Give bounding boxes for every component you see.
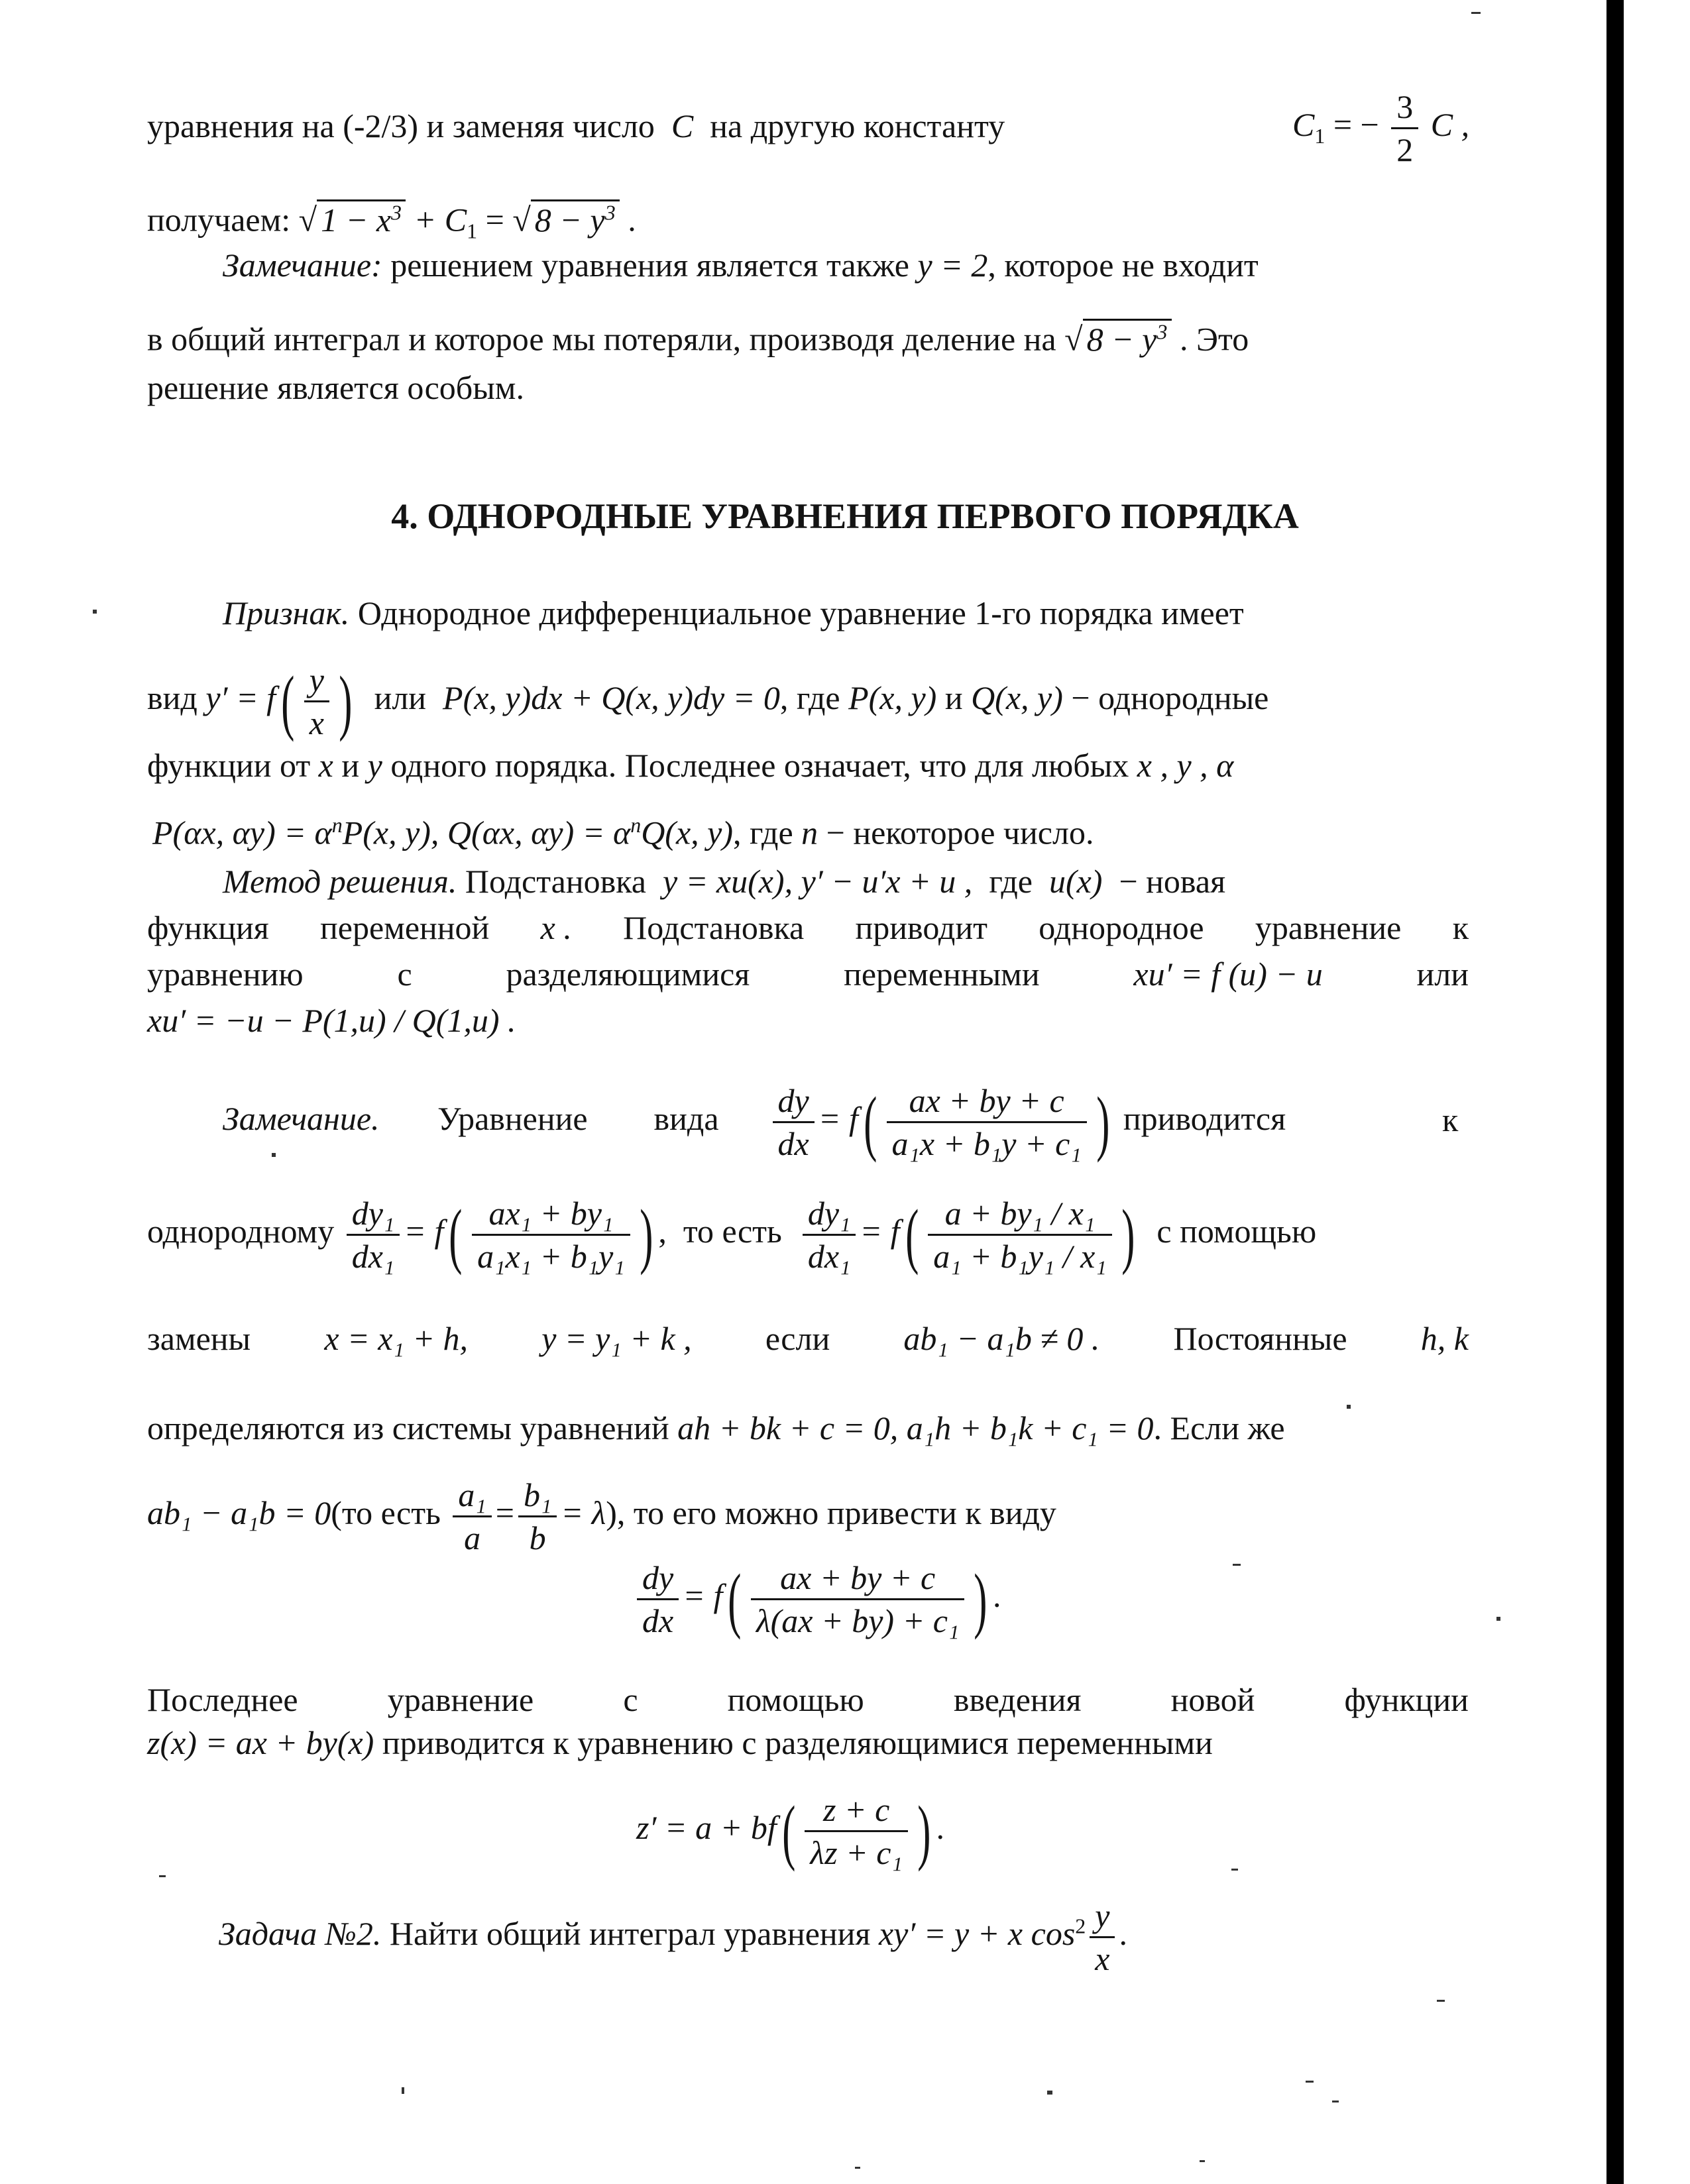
task-line [219, 1895, 1127, 1979]
r2b-num1: ax₁ + by₁ [472, 1193, 630, 1236]
sign3-y: y [367, 747, 382, 784]
r2e-d2: b [529, 1519, 546, 1556]
c1-symbol: C [1292, 105, 1315, 143]
r2b-den2: a₁ + b₁y₁ / x₁ [933, 1238, 1107, 1275]
line2-sub: 1 [467, 219, 478, 243]
sign2-vid: вид [147, 679, 197, 716]
sign2-or: или [374, 679, 427, 716]
remark2c-line [147, 1319, 1469, 1358]
scan-speck [1231, 1869, 1238, 1871]
method-formula: y = xu(x), y′ − u′x + u , [662, 863, 973, 900]
sign3-vars: x , y , α [1137, 747, 1234, 784]
r2b-num2: a + by₁ / x₁ [928, 1193, 1112, 1236]
line2-eq: = [485, 201, 504, 239]
r2-den: a₁x + b₁y + c₁ [891, 1125, 1082, 1162]
r2d-formula: ah + bk + c = 0, a₁h + b₁k + c₁ = 0 [677, 1409, 1154, 1447]
eq1-iden: λ(ax + by) + c₁ [756, 1602, 960, 1639]
sign2-den: x [309, 704, 324, 741]
scan-speck [159, 1875, 166, 1877]
remark2-w2: вида [653, 1099, 719, 1137]
l1-w5: новой [1170, 1681, 1255, 1718]
eq2-po: ( [782, 1790, 796, 1872]
scan-speck [1233, 1564, 1241, 1566]
text-line-2 [147, 192, 636, 251]
task-formula: xy′ = y + x cos [878, 1914, 1076, 1952]
r2b-po2: ( [905, 1194, 919, 1276]
remark1-label: Замечание: [223, 246, 382, 284]
rad1: 1 − x [321, 201, 392, 239]
sign4-line [152, 805, 1094, 853]
c1-fraction [1391, 86, 1418, 170]
m3-w3: переменными [844, 956, 1040, 993]
sqrt-3: √ $8 - y^3$ [1064, 311, 1171, 359]
sign4-n1: n [331, 813, 343, 837]
c1-num: 3 [1391, 86, 1418, 129]
r2e-formula: ab₁ − a₁b = 0 [147, 1494, 331, 1531]
m3-w5: или [1416, 956, 1469, 993]
r2e-n1: a₁ [453, 1474, 491, 1517]
l1-w3: помощью [727, 1681, 864, 1718]
method-text: Подстановка [465, 863, 646, 900]
sign3-line [147, 745, 1233, 785]
r2b-d2: dx₁ [807, 1238, 851, 1275]
eq2-end: . [936, 1808, 944, 1846]
m2-w0: функция [147, 909, 269, 946]
method-u: u(x) [1048, 863, 1103, 900]
text-line-1 [147, 106, 1005, 146]
r2-paren-close: ) [1096, 1081, 1110, 1163]
m3-w0: уравнению [147, 956, 304, 993]
r2c-w5: Постоянные [1173, 1320, 1347, 1357]
remark1-line [223, 245, 1259, 285]
last2-formula: z(x) = ax + by(x) [147, 1724, 374, 1761]
eq1-po: ( [728, 1558, 742, 1640]
task-label: Задача №2. [219, 1914, 382, 1952]
sign2-and: и [944, 679, 963, 716]
sign2-tail: − однородные [1071, 679, 1269, 716]
l1-w6: функции [1344, 1681, 1469, 1718]
paren-close: ) [339, 661, 353, 742]
remark1-formula: y = 2 [917, 246, 988, 284]
r2e-n2: b₁ [518, 1474, 557, 1517]
r2e-rest: ), то его можно привести к виду [606, 1494, 1056, 1531]
r2b-f2: = f [860, 1212, 900, 1250]
r2e-frac1 [453, 1474, 491, 1558]
task-end: . [1119, 1914, 1127, 1952]
method2-line [147, 908, 1469, 948]
method3-line [147, 954, 1469, 994]
sign3-text: функции от [147, 747, 311, 784]
sign2-num: y [304, 659, 329, 702]
c1-eq: = − [1333, 105, 1379, 143]
r2e-open: (то есть [331, 1494, 441, 1531]
task-den: x [1095, 1940, 1110, 1977]
r2b-w2: то есть [683, 1212, 782, 1250]
line1-text: уравнения на (-2/3) и заменяя число [147, 107, 655, 144]
sign4-end: Q(x, y) [641, 814, 733, 851]
scan-speck [402, 2087, 404, 2094]
eq2-num: z + c [805, 1789, 907, 1832]
scan-speck [93, 610, 97, 614]
r2-f: = f [818, 1099, 858, 1137]
eq1-frac [751, 1557, 964, 1641]
r2b-n2: dy₁ [803, 1193, 856, 1236]
remark1b-text: в общий интеграл и которое мы потеряли, производя деление на [147, 320, 1056, 358]
line2-end: . [628, 201, 636, 239]
display-eq-1 [633, 1557, 1001, 1641]
r2c-w1: x = x₁ + h, [324, 1320, 469, 1357]
scan-speck [1437, 2000, 1445, 2002]
remark2e-line [147, 1474, 1056, 1558]
r2c-w4: ab₁ − a₁b ≠ 0 . [903, 1320, 1100, 1357]
m2-w1: переменной [320, 909, 490, 946]
l1-w2: с [623, 1681, 638, 1718]
r2e-lam: = λ [561, 1494, 606, 1531]
r2b-n1: dy₁ [347, 1193, 400, 1236]
remark2b-line [147, 1193, 1316, 1277]
task-text: Найти общий интеграл уравнения [389, 1914, 871, 1952]
remark2-lhs [773, 1080, 815, 1164]
r2b-lhs2 [803, 1193, 856, 1277]
eq1-den: dx [642, 1602, 674, 1639]
r2b-w1: однородному [147, 1212, 335, 1250]
r2-paren-open: ( [864, 1081, 877, 1163]
scan-speck [1332, 2101, 1339, 2102]
method4-line: xu′ = −u − P(1,u) / Q(1,u) . [147, 1002, 516, 1039]
sign2-line [147, 659, 1268, 743]
sign2-q: Q(x, y) [971, 679, 1063, 716]
method-line [223, 861, 1225, 901]
r2d-rest: . Если же [1153, 1409, 1285, 1447]
task-sup: 2 [1075, 1914, 1086, 1938]
sign-text: Однородное дифференциальное уравнение 1-го порядка имеет [357, 594, 1244, 631]
eq1-pc: ) [974, 1558, 987, 1640]
remark1c-line [147, 368, 524, 408]
eq1-num: dy [637, 1557, 679, 1600]
r2b-lhs1 [347, 1193, 400, 1277]
sign-line [223, 593, 1244, 633]
r2b-d1: dx₁ [351, 1238, 395, 1275]
m3-w1: с [397, 956, 412, 993]
sign2-where: , где [779, 679, 840, 716]
section-heading: 4. ОДНОРОДНЫЕ УРАВНЕНИЯ ПЕРВОГО ПОРЯДКА [391, 496, 1299, 536]
r2d-text: определяются из системы уравнений [147, 1409, 669, 1447]
m2-w4: приводит [855, 909, 987, 946]
sign3-and: и [341, 747, 360, 784]
r2e-eq: = [495, 1494, 514, 1531]
scan-speck [1347, 1405, 1351, 1409]
scan-speck [1306, 2081, 1314, 2083]
r2b-pc1: ) [639, 1194, 653, 1276]
rad2: 8 − y [534, 201, 605, 239]
r2c-w2: y = y₁ + k , [541, 1320, 692, 1357]
sign3-rest: одного порядка. Последнее означает, что для любых [390, 747, 1129, 784]
remark1-rest: , которое не входит [987, 246, 1259, 284]
method-label: Метод решения. [223, 863, 457, 900]
scan-speck [1471, 12, 1481, 14]
eq2-frac [805, 1789, 907, 1873]
m2-w6: уравнение [1255, 909, 1402, 946]
c1-sub: 1 [1314, 123, 1325, 148]
line2-prefix: получаем: [147, 201, 291, 239]
sign2-lhs: y′ = f [205, 679, 276, 716]
remark2-label: Замечание. [223, 1099, 380, 1137]
paren-open: ( [281, 661, 295, 742]
sign4-formula: P(αx, αy) = α [152, 814, 332, 851]
line1-formula [1292, 86, 1469, 170]
remark1c-text: решение является особым. [147, 369, 524, 406]
c1-end: C , [1430, 105, 1470, 143]
m2-w3: Подстановка [623, 909, 805, 946]
sign2-p: P(x, y) [848, 679, 937, 716]
eq2-den: λz + c₁ [810, 1834, 903, 1871]
eq1-lhs [637, 1557, 679, 1641]
r2b-frac1 [472, 1193, 630, 1277]
remark2-w1: Уравнение [437, 1099, 588, 1137]
r2-lhs-den: dx [777, 1125, 809, 1162]
sign2-eq: P(x, y)dx + Q(x, y)dy = 0 [443, 679, 780, 716]
remark2-w3: приводится [1123, 1099, 1286, 1137]
sign4-mid: P(x, y), Q(αx, αy) = α [342, 814, 631, 851]
r2b-comma: , [658, 1212, 667, 1250]
display-eq-2 [636, 1789, 944, 1873]
sqrt-1: √ $1 - x^3$ [299, 192, 406, 240]
l1-w1: уравнение [387, 1681, 534, 1718]
remark1-text: решением уравнения является также [390, 246, 909, 284]
eq1-f: = f [683, 1576, 723, 1614]
r2b-den1: a₁x₁ + b₁y₁ [477, 1238, 625, 1275]
line1-mid: на другую константу [710, 107, 1005, 144]
eq2-lhs: z′ = a + bf [636, 1808, 777, 1846]
scan-speck [272, 1153, 276, 1157]
r2-num: ax + by + c [887, 1080, 1087, 1123]
rad3-sup: 3 [1156, 319, 1168, 343]
r2-frac [887, 1080, 1087, 1164]
r2b-po1: ( [449, 1194, 463, 1276]
task-num: y [1090, 1895, 1115, 1938]
sign2-frac [304, 659, 329, 743]
remark2-line [223, 1080, 1286, 1164]
sign4-n2: n [630, 813, 642, 837]
eq1-end: . [993, 1576, 1001, 1614]
eq1-inum: ax + by + c [751, 1557, 964, 1600]
last1-line [147, 1680, 1469, 1720]
sign4-rest: − некоторое число. [826, 814, 1094, 851]
r2e-d1: a [464, 1519, 481, 1556]
l1-w0: Последнее [147, 1681, 298, 1718]
scan-edge-shadow [1606, 0, 1624, 2184]
m2-w7: к [1452, 909, 1469, 946]
r2e-frac2 [518, 1474, 557, 1558]
r2b-frac2 [928, 1193, 1112, 1277]
remark2d-line [147, 1408, 1285, 1448]
last2-line [147, 1723, 1213, 1763]
m3-w4: xu′ = f (u) − u [1133, 956, 1323, 993]
scan-speck [1200, 2160, 1205, 2162]
line1-var: C [671, 107, 694, 144]
remark1b-end: . Это [1180, 320, 1249, 358]
method-rest: − новая [1119, 863, 1226, 900]
sign4-n: n [801, 814, 818, 851]
m2-w5: однородное [1039, 909, 1204, 946]
sqrt-2: √ $8 - y^3$ [512, 192, 619, 240]
rad3: 8 − y [1086, 320, 1157, 358]
method-where: где [989, 863, 1033, 900]
task-frac [1090, 1895, 1115, 1979]
rad2-sup: 3 [604, 200, 616, 224]
eq2-pc: ) [917, 1790, 931, 1872]
sign-label: Признак. [223, 594, 350, 631]
r2c-w0: замены [147, 1320, 251, 1357]
scan-speck [1496, 1617, 1500, 1621]
l1-w4: введения [953, 1681, 1082, 1718]
line2-plus: + C [414, 201, 467, 239]
r2b-pc2: ) [1121, 1194, 1135, 1276]
c1-den: 2 [1396, 131, 1414, 168]
scan-speck [855, 2167, 860, 2169]
r2c-w6: h, k [1420, 1320, 1469, 1357]
m2-w2: x . [540, 909, 572, 946]
r2b-w3: с помощью [1156, 1212, 1317, 1250]
remark2-w4: к [1442, 1101, 1459, 1138]
r2-lhs-num: dy [773, 1080, 815, 1123]
remark2-w4-wrap [1442, 1100, 1458, 1140]
sign3-x: x [318, 747, 333, 784]
sign4-where: , где [733, 814, 793, 851]
scan-speck [1047, 2091, 1052, 2095]
remark1b-line [147, 311, 1249, 359]
r2b-f1: = f [404, 1212, 444, 1250]
r2c-w3: если [765, 1320, 830, 1357]
last2-rest: приводится к уравнению с разделяющимися переменными [382, 1724, 1213, 1761]
m3-w2: разделяющимися [506, 956, 750, 993]
